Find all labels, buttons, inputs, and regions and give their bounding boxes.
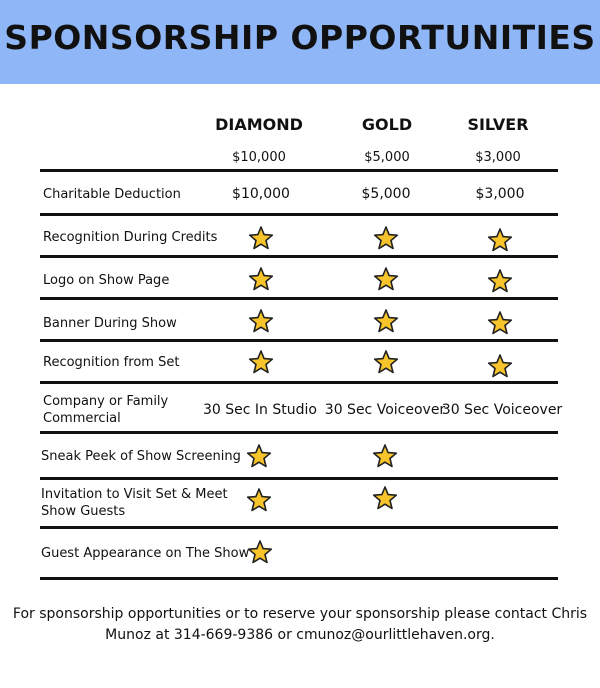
star-icon	[373, 266, 399, 292]
star-icon	[246, 443, 272, 469]
star-icon	[487, 310, 513, 336]
divider	[40, 297, 558, 300]
tier-diamond-price: $10,000	[232, 150, 286, 165]
star-icon	[248, 266, 274, 292]
row-label-charitable-deduction: Charitable Deduction	[43, 187, 181, 202]
tier-gold-name: GOLD	[361, 115, 413, 134]
divider	[40, 577, 558, 580]
row-label-commercial: Company or Family Commercial	[43, 394, 169, 426]
star-icon	[373, 349, 399, 375]
tier-silver-price: $3,000	[475, 150, 521, 165]
row-label-invitation: Invitation to Visit Set & Meet Show Guests	[41, 487, 228, 519]
row-label-sneak-peek: Sneak Peek of Show Screening	[41, 449, 241, 464]
star-icon	[248, 225, 274, 251]
star-icon	[247, 539, 273, 565]
contact-footer: For sponsorship opportunities or to reserve your sponsorship please contact Chris Munoz at 314-669-9386 or cmunoz@ourlittlehaven.org.	[12, 606, 588, 643]
star-icon	[487, 268, 513, 294]
divider	[40, 477, 558, 480]
divider	[40, 526, 558, 529]
divider	[40, 213, 558, 216]
star-icon	[487, 227, 513, 253]
charitable-diamond-value: $10,000	[232, 186, 290, 202]
star-icon	[373, 225, 399, 251]
star-icon	[487, 353, 513, 379]
commercial-diamond-value: 30 Sec In Studio	[203, 402, 317, 418]
header-banner	[0, 0, 600, 84]
tier-diamond-name: DIAMOND	[215, 115, 303, 134]
star-icon	[372, 485, 398, 511]
commercial-gold-value: 30 Sec Voiceover	[324, 402, 446, 418]
divider	[40, 431, 558, 434]
row-label-logo-show-page: Logo on Show Page	[43, 273, 170, 288]
page-title: SPONSORSHIP OPPORTUNITIES	[4, 18, 596, 57]
star-icon	[248, 349, 274, 375]
divider	[40, 381, 558, 384]
divider	[40, 339, 558, 342]
row-label-guest-appearance: Guest Appearance on The Show	[41, 546, 250, 561]
star-icon	[372, 443, 398, 469]
row-label-banner-during-show: Banner During Show	[43, 316, 177, 331]
divider	[40, 255, 558, 258]
commercial-silver-value: 30 Sec Voiceover	[441, 402, 563, 418]
tier-silver-name: SILVER	[467, 115, 529, 134]
row-label-recognition-credits: Recognition During Credits	[43, 230, 218, 245]
charitable-silver-value: $3,000	[475, 186, 525, 202]
charitable-gold-value: $5,000	[361, 186, 411, 202]
divider	[40, 169, 558, 172]
tier-gold-price: $5,000	[364, 150, 410, 165]
star-icon	[248, 308, 274, 334]
star-icon	[246, 487, 272, 513]
star-icon	[373, 308, 399, 334]
row-label-recognition-from-set: Recognition from Set	[43, 355, 180, 370]
